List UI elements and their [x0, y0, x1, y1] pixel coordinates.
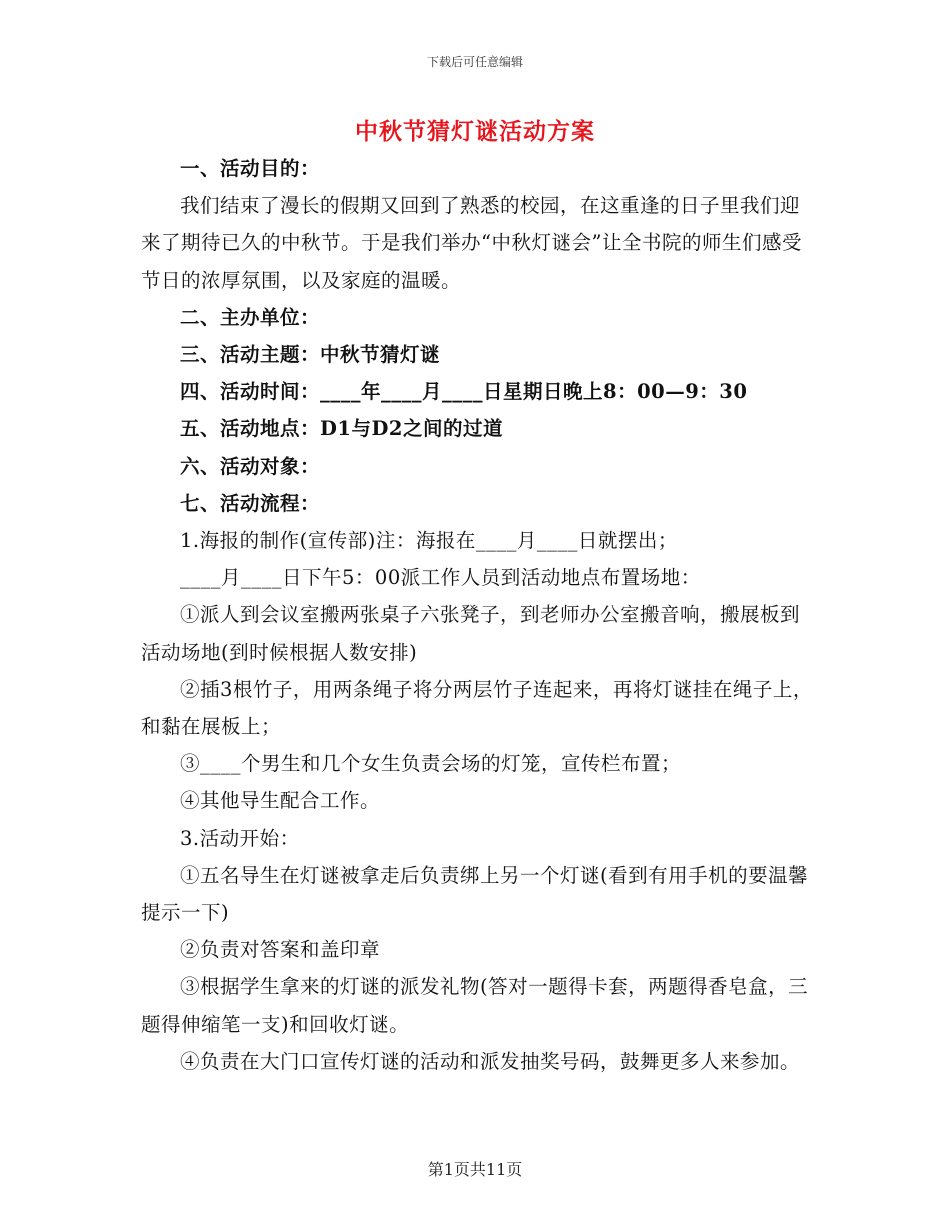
list-item-poster: 1.海报的制作(宣传部)注：海报在____月____日就摆出； [180, 529, 678, 553]
section-heading-audience: 六、活动对象： [180, 454, 321, 478]
list-item-setup-3: ③____个男生和几个女生负责会场的灯笼，宣传栏布置； [180, 752, 682, 776]
list-item-start-1: ①五名导生在灯谜被拿走后负责绑上另一个灯谜(看到有用手机的要温馨提示一下) [141, 863, 809, 925]
section-heading-theme: 三、活动主题：中秋节猜灯谜 [180, 343, 441, 367]
document-title: 中秋节猜灯谜活动方案 [355, 118, 595, 145]
section-heading-purpose: 一、活动目的： [180, 157, 321, 180]
list-item-start: 3.活动开始： [180, 826, 300, 850]
section-heading-time: 四、活动时间：____年____月____日星期日晚上8：00—9：30 [180, 380, 748, 404]
list-item-setup-4: ④其他导生配合工作。 [180, 789, 381, 813]
list-item-setup-2: ②插3根竹子，用两条绳子将分两层竹子连起来，再将灯谜挂在绳子上，和黏在展板上； [141, 677, 813, 739]
section-heading-organizer: 二、主办单位： [180, 305, 321, 329]
list-item-setup-1: ①派人到会议室搬两张桌子六张凳子，到老师办公室搬音响，搬展板到活动场地(到时候根据人数安排) [141, 603, 801, 664]
header-note: 下载后可任意编辑 [426, 55, 523, 69]
list-item-start-4: ④负责在大门口宣传灯谜的活动和派发抽奖号码，鼓舞更多人来参加。 [180, 1049, 801, 1073]
section-heading-location: 五、活动地点：D1与D2之间的过道 [180, 417, 503, 441]
list-item-setup: ____月____日下午5：00派工作人员到活动地点布置场地： [180, 566, 701, 590]
page-number: 第1页共11页 [427, 1160, 523, 1179]
section-heading-process: 七、活动流程： [180, 491, 321, 515]
list-item-start-3: ③根据学生拿来的灯谜的派发礼物(答对一题得卡套，两题得香皂盒，三题得伸缩笔一支)和回收灯谜。 [141, 975, 809, 1036]
list-item-start-2: ②负责对答案和盖印章 [180, 938, 381, 962]
document-body [141, 150, 813, 1080]
paragraph-purpose: 我们结束了漫长的假期又回到了熟悉的校园，在这重逢的日子里我们迎来了期待已久的中秋节。于是我们举办“中秋灯谜会”让全书院的师生们感受节日的浓厚氛围，以及家庭的温暖。 [141, 194, 802, 292]
